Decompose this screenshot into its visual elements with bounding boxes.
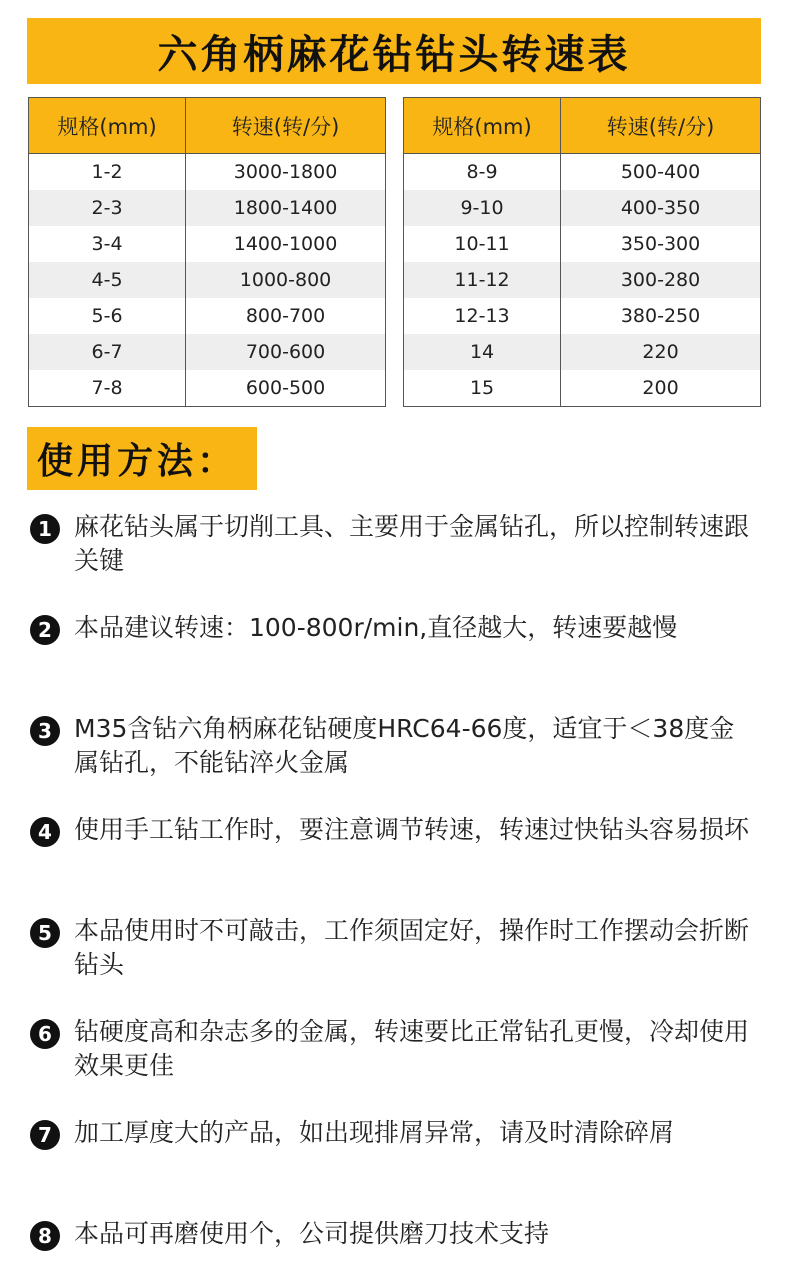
list-item [30, 1217, 760, 1251]
number-2-icon: 2 [30, 615, 60, 645]
table-row [404, 262, 761, 298]
size-cell: 4-5 [29, 262, 186, 298]
speed-cell: 1400-1000 [186, 226, 386, 262]
number-5-icon: 5 [30, 918, 60, 948]
usage-item-text: M35含钻六角柄麻花钻硬度HRC64-66度，适宜于＜38度金属钻孔，不能钻淬火金属 [74, 714, 735, 777]
list-item [30, 813, 760, 847]
table-row [29, 334, 386, 370]
speed-cell: 300-280 [561, 262, 761, 298]
list-item [30, 914, 760, 982]
size-cell: 2-3 [29, 190, 186, 226]
usage-heading [27, 427, 257, 490]
size-cell: 10-11 [404, 226, 561, 262]
size-cell: 1-2 [29, 154, 186, 191]
speed-cell: 700-600 [186, 334, 386, 370]
page-title: 六角柄麻花钻钻头转速表 [157, 31, 631, 78]
size-cell: 12-13 [404, 298, 561, 334]
list-item [30, 1015, 760, 1083]
speed-cell: 220 [561, 334, 761, 370]
list-item [30, 1116, 760, 1150]
table-row [404, 370, 761, 407]
size-cell: 9-10 [404, 190, 561, 226]
table-row [404, 226, 761, 262]
usage-item-text: 加工厚度大的产品，如出现排屑异常，请及时清除碎屑 [74, 1118, 675, 1147]
column-header-speed: 转速(转/分) [186, 98, 386, 154]
number-6-icon: 6 [30, 1019, 60, 1049]
speed-cell: 350-300 [561, 226, 761, 262]
usage-item-text: 本品建议转速：100-800r/min,直径越大，转速要越慢 [74, 613, 678, 642]
usage-item-text: 麻花钻头属于切削工具、主要用于金属钻孔，所以控制转速跟关键 [74, 512, 750, 575]
speed-table-left [28, 97, 386, 407]
table-row [29, 370, 386, 407]
size-cell: 6-7 [29, 334, 186, 370]
table-row [29, 154, 386, 191]
number-7-icon: 7 [30, 1120, 60, 1150]
usage-item-text: 钻硬度高和杂志多的金属，转速要比正常钻孔更慢，冷却使用效果更佳 [74, 1017, 750, 1080]
list-item [30, 510, 760, 578]
list-item [30, 712, 760, 780]
speed-cell: 500-400 [561, 154, 761, 191]
size-cell: 8-9 [404, 154, 561, 191]
speed-cell: 1000-800 [186, 262, 386, 298]
column-header-speed: 转速(转/分) [561, 98, 761, 154]
speed-cell: 600-500 [186, 370, 386, 407]
usage-item-text: 使用手工钻工作时，要注意调节转速，转速过快钻头容易损坏 [74, 815, 750, 844]
title-banner [27, 18, 761, 84]
table-row [29, 190, 386, 226]
table-row [404, 154, 761, 191]
speed-table-right [403, 97, 761, 407]
speed-cell: 800-700 [186, 298, 386, 334]
table-header-row [404, 98, 761, 154]
usage-item-text: 本品使用时不可敲击，工作须固定好，操作时工作摆动会折断钻头 [74, 916, 750, 979]
column-header-size: 规格(mm) [29, 98, 186, 154]
usage-heading-text: 使用方法： [37, 441, 238, 482]
list-item [30, 611, 760, 645]
column-header-size: 规格(mm) [404, 98, 561, 154]
table-row [404, 298, 761, 334]
size-cell: 15 [404, 370, 561, 407]
table-row [404, 190, 761, 226]
number-3-icon: 3 [30, 716, 60, 746]
number-4-icon: 4 [30, 817, 60, 847]
size-cell: 7-8 [29, 370, 186, 407]
table-row [29, 298, 386, 334]
number-1-icon: 1 [30, 514, 60, 544]
speed-cell: 200 [561, 370, 761, 407]
speed-cell: 380-250 [561, 298, 761, 334]
speed-cell: 3000-1800 [186, 154, 386, 191]
size-cell: 3-4 [29, 226, 186, 262]
size-cell: 11-12 [404, 262, 561, 298]
table-row [29, 262, 386, 298]
size-cell: 5-6 [29, 298, 186, 334]
table-header-row [29, 98, 386, 154]
speed-cell: 1800-1400 [186, 190, 386, 226]
size-cell: 14 [404, 334, 561, 370]
speed-cell: 400-350 [561, 190, 761, 226]
table-row [29, 226, 386, 262]
number-8-icon: 8 [30, 1221, 60, 1251]
table-row [404, 334, 761, 370]
usage-item-text: 本品可再磨使用个，公司提供磨刀技术支持 [74, 1219, 550, 1248]
